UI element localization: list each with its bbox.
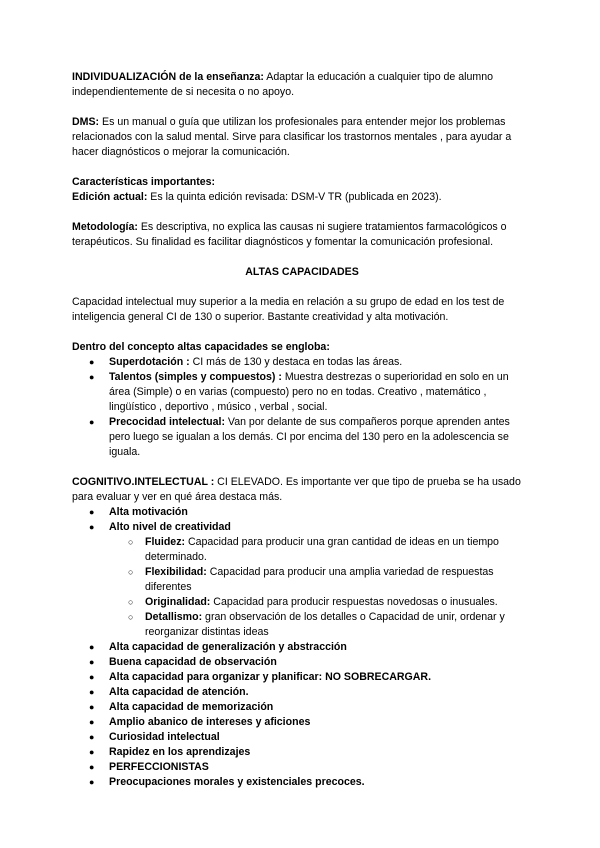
list-item: ● PERFECCIONISTAS <box>72 760 532 775</box>
list-item: ● Amplio abanico de intereses y aficiones <box>72 715 532 730</box>
sub-list-item: ○ Flexibilidad: Capacidad para producir una amplia variedad de respuestas diferentes <box>72 565 532 595</box>
edicion-label: Edición actual: <box>72 191 148 203</box>
edicion-text: Es la quinta edición revisada: DSM-V TR (publicada en 2023). <box>147 191 442 203</box>
dms-paragraph <box>72 115 532 160</box>
list-item: ● Superdotación : CI más de 130 y destaca en todas las áreas. <box>72 355 532 370</box>
list-item: ● Talentos (simples y compuestos) : Muestra destrezas o superioridad en solo en un área (Simple) o en varias (compuesto) pero no en todas. Creativo , matemático , lingüístico , deportivo , músico , verbal , social. <box>72 370 532 415</box>
caracteristicas-heading: Características importantes: <box>72 176 216 188</box>
cognitivo-list <box>72 505 532 790</box>
cognitivo-text: CI ELEVADO. Es importante ver que tipo de prueba se ha usado para evaluar y ver en qué área destaca más. <box>72 476 521 503</box>
list-item: ● Preocupaciones morales y existenciales precoces. <box>72 775 532 790</box>
cognitivo-paragraph <box>72 475 532 505</box>
sub-list-item: ○ Originalidad: Capacidad para producir respuestas novedosas o inusuales. <box>72 595 532 610</box>
metodologia-text: Es descriptiva, no explica las causas ni sugiere tratamientos farmacológicos o terapéuticos. Su finalidad es facilitar diagnósticos y fomentar la comunicación profesional. <box>72 221 507 248</box>
individualizacion-label: INDIVIDUALIZACIÓN de la enseñanza: <box>72 71 264 83</box>
list-item: ● Rapidez en los aprendizajes <box>72 745 532 760</box>
list-item: ● Precocidad intelectual: Van por delante de sus compañeros porque aprenden antes pero luego se igualan a los demás. CI por encima del 130 pero en la adolescencia se iguala. <box>72 415 532 460</box>
concepto-list <box>72 355 532 460</box>
altas-intro: Capacidad intelectual muy superior a la media en relación a su grupo de edad en los test de inteligencia general CI de 130 o superior. Bastante creatividad y alta motivación. <box>72 296 505 323</box>
dms-label: DMS: <box>72 116 100 128</box>
list-item: ● Alta motivación <box>72 505 532 520</box>
list-item: ● Alta capacidad de atención. <box>72 685 532 700</box>
list-item: ● Alta capacidad de generalización y abstracción <box>72 640 532 655</box>
list-item: ● Alto nivel de creatividad ○ Fluidez: Capacidad para producir una gran cantidad de ideas en un tiempo determinado. ○ Flexibilidad: Capacidad para producir una amplia variedad de respuestas diferentes ○ Originalidad: Capacidad para producir respuestas novedosas o inusuales. ○ Detallismo: gran observación de los detalles o Capacidad de unir, ordenar y reorganizar distintas ideas <box>72 520 532 640</box>
concepto-heading: Dentro del concepto altas capacidades se engloba: <box>72 341 330 353</box>
list-item: ● Curiosidad intelectual <box>72 730 532 745</box>
metodologia-paragraph <box>72 220 532 250</box>
list-item: ● Alta capacidad de memorización <box>72 700 532 715</box>
cognitivo-label: COGNITIVO.INTELECTUAL : <box>72 476 215 488</box>
metodologia-label: Metodología: <box>72 221 138 233</box>
creatividad-sublist <box>72 535 532 640</box>
list-item: ● Buena capacidad de observación <box>72 655 532 670</box>
document-page <box>72 70 532 790</box>
individualizacion-paragraph <box>72 70 532 100</box>
dms-text: Es un manual o guía que utilizan los profesionales para entender mejor los problemas relacionados con la salud mental. Sirve para clasificar los trastornos mentales , para ayudar a hacer diagnósticos o mejorar la comunicación. <box>72 116 512 158</box>
edicion-paragraph <box>72 190 532 205</box>
section-title: ALTAS CAPACIDADES <box>245 266 359 278</box>
sub-list-item: ○ Fluidez: Capacidad para producir una gran cantidad de ideas en un tiempo determinado. <box>72 535 532 565</box>
individualizacion-text: Adaptar la educación a cualquier tipo de alumno independientemente de si necesita o no apoyo. <box>72 71 494 98</box>
list-item: ● Alta capacidad para organizar y planificar: NO SOBRECARGAR. <box>72 670 532 685</box>
sub-list-item: ○ Detallismo: gran observación de los detalles o Capacidad de unir, ordenar y reorganizar distintas ideas <box>72 610 532 640</box>
